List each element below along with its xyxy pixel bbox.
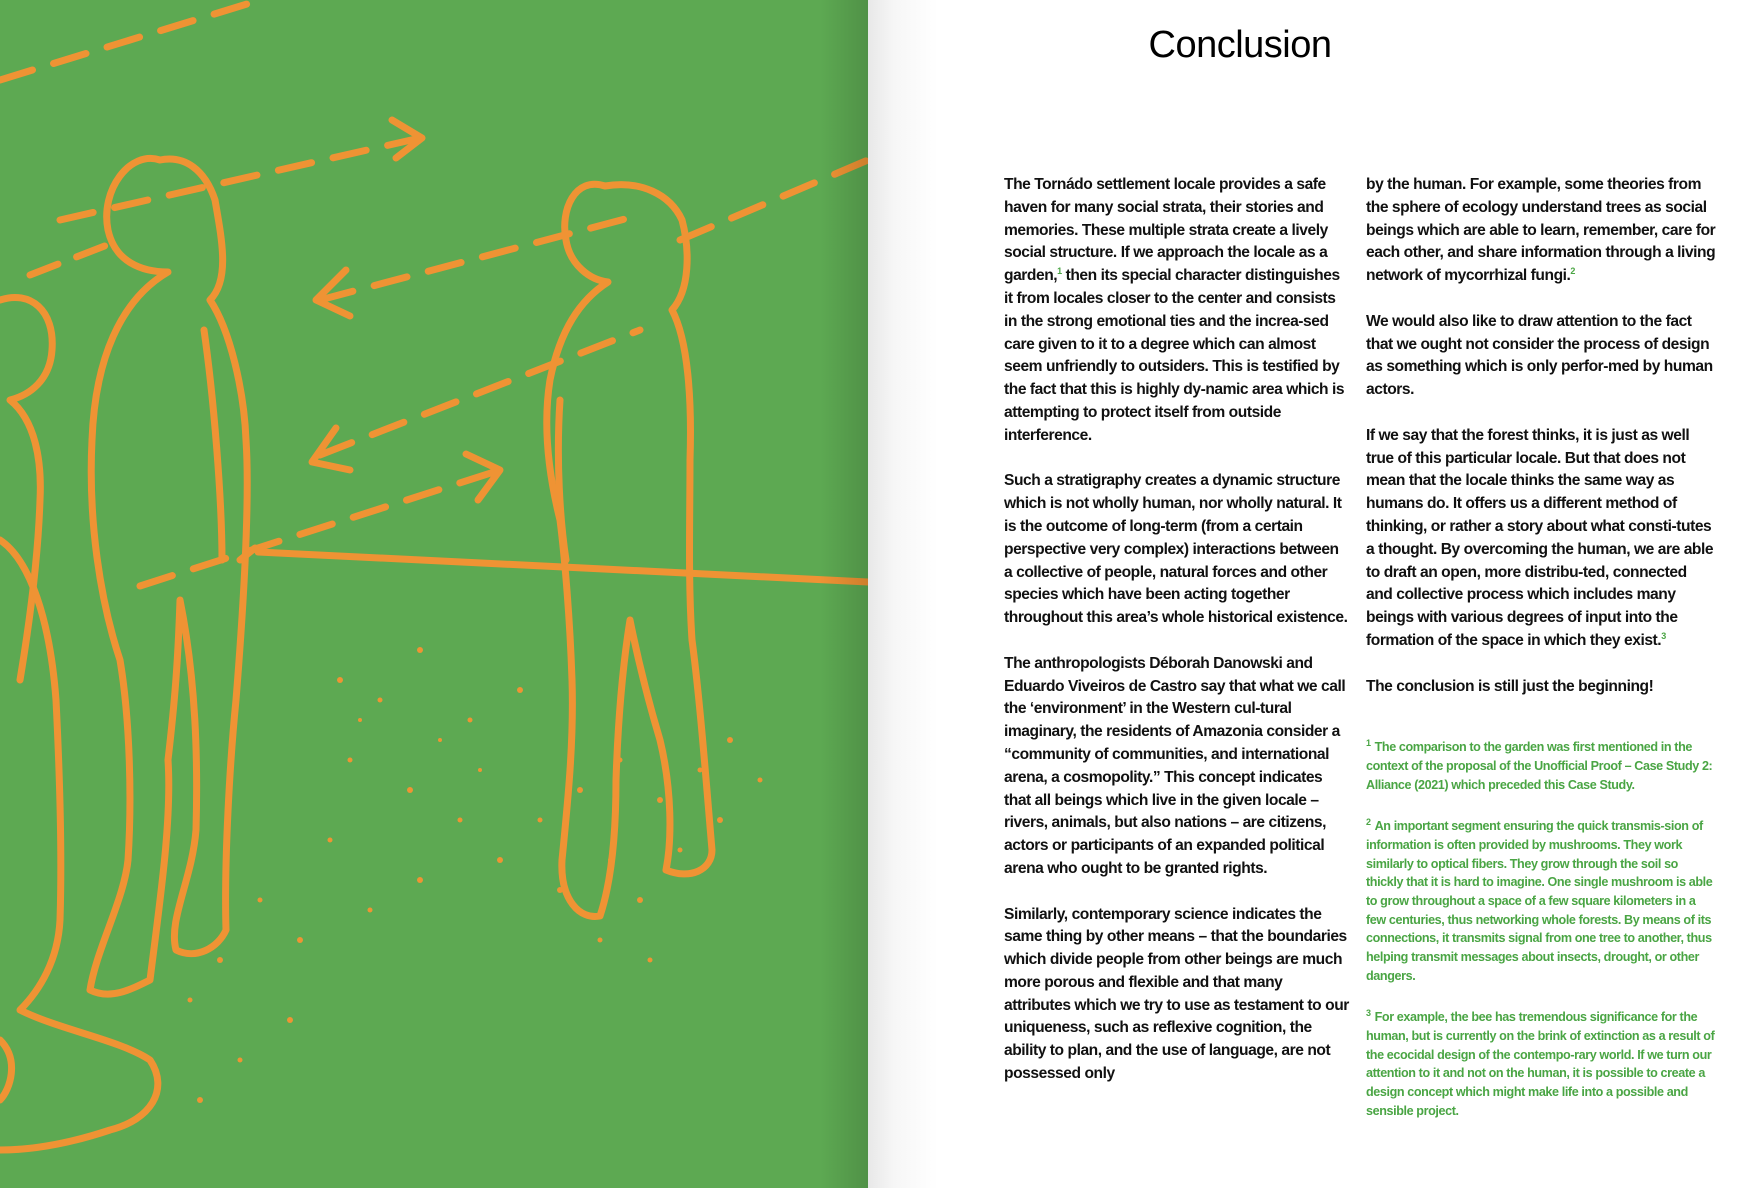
paragraph-text: The Tornádo settlement locale provides a safe haven for many social strata, their stories and memories. These multiple strata create a lively social structure. If we approach the locale as a garden,: [1004, 176, 1328, 285]
illustration-page: [0, 0, 868, 1188]
footnotes: [1366, 738, 1716, 1120]
footnote-number: 1: [1366, 738, 1371, 749]
dashed-arrow: [30, 240, 120, 275]
paragraph: [1366, 425, 1716, 653]
dashed-arrow: [0, 0, 260, 80]
footnote-reference[interactable]: 1: [1057, 266, 1062, 276]
figures-and-arrows-drawing: [0, 0, 868, 1188]
footnote: [1366, 1008, 1716, 1120]
paragraph: [1004, 174, 1349, 448]
paragraph: [1004, 470, 1349, 630]
paragraph: [1004, 653, 1349, 881]
footnote: [1366, 817, 1716, 985]
figure-arm: [204, 330, 222, 560]
column-2-paragraphs: [1366, 174, 1716, 698]
paragraph-text: The conclusion is still just the beginning!: [1366, 677, 1654, 695]
paragraph-text: We would also like to draw attention to the fact that we ought not consider the process of design as something which is only perfor-med by human actors.: [1366, 312, 1713, 399]
paragraph-text: by the human. For example, some theories from the sphere of ecology understand trees as social beings which are able to learn, remember, care for each other, and share information through a living network of mycorrhizal fungi.: [1366, 176, 1716, 285]
text-page: [868, 0, 1739, 1188]
footnote-number: 2: [1366, 817, 1371, 828]
partial-figure: [0, 1040, 12, 1100]
paragraph-text: Such a stratigraphy creates a dynamic structure which is not wholly human, nor wholly natural. It is the outcome of long-term (from a certain perspective very complex) interactions between a collective of people, natural forces and other species which have been acting together throughout this area’s whole historical existence.: [1004, 472, 1348, 627]
partial-figure: [0, 540, 158, 1150]
text-column-left: [1004, 174, 1349, 1109]
footnote-text: An important segment ensuring the quick transmis-sion of information is often provided by mushrooms. They work similarly to optical fibers. They grow through the soil so thickly that it is hard to imagine. One single mushroom is able to grow throughout a space of a few square kilometers in a few centuries, thus networking whole forests. By means of its connections, it transmits signal from one tree to another, thus helping transmit messages about insects, drought, or other dangers.: [1366, 819, 1713, 983]
footnote-reference[interactable]: 3: [1661, 630, 1666, 641]
footnote-text: For example, the bee has tremendous significance for the human, but is currently on the brink of extinction as a result of the ecocidal design of the contempo-rary world. If we turn our attention to it and not on the human, it is possible to create a design concept which might make life into a possible and sensible project.: [1366, 1010, 1715, 1118]
standing-figure: [547, 184, 712, 916]
paragraph: [1004, 904, 1349, 1086]
footnote-reference[interactable]: 2: [1570, 266, 1575, 276]
paragraph-text: The anthropologists Déborah Danowski and Eduardo Viveiros de Castro say that what we call the ‘environment’ in the Western cul-tural imaginary, the residents of Amazonia consider a “community of communities, and international arena, a cosmopolity.” This concept indicates that all beings which live in the given locale – rivers, animals, but also nations – are citizens, actors or participants of an expanded political arena who ought to be granted rights.: [1004, 654, 1346, 877]
dashed-arrow: [320, 330, 640, 455]
paragraph-text: If we say that the forest thinks, it is just as well true of this particular locale. But that does not mean that the locale thinks the same way as humans do. It offers us a different method of thinking, or rather a story about what consti-tutes a thought. By overcoming the human, we are able to draft an open, more distribu-ted, connected and collective process which includes many beings with various degrees of input into the formation of the space in which they exist.: [1366, 426, 1714, 649]
dashed-arrow: [140, 470, 500, 586]
paragraph: [1366, 311, 1716, 402]
paragraph: [1366, 174, 1716, 288]
footnote-number: 3: [1366, 1008, 1371, 1019]
page-title: Conclusion: [1148, 24, 1332, 66]
paragraph: [1366, 676, 1716, 699]
paragraph-text: Similarly, contemporary science indicates the same thing by other means – that the boundaries which divide people from other beings are much more porous and flexible and that many attributes which we try to use as testament to our uniqueness, such as reflexive cognition, the ability to plan, and the use of language, are not possessed only: [1004, 905, 1349, 1083]
figure-arm: [558, 400, 566, 560]
dashed-arrow: [320, 215, 640, 300]
paragraph-text: then its special character distinguishes it from locales closer to the center and consists in the strong emotional ties and the increa-sed care given to it to a degree which can almost seem unfriendly to outsiders. This is testified by the fact that this is highly dy-namic area which is attempting to protect itself from outside interference.: [1004, 267, 1345, 444]
footnote-text: The comparison to the garden was first mentioned in the context of the proposal of the Unofficial Proof – Case Study 2: Alliance (2021) which preceded this Case Study.: [1366, 740, 1713, 792]
text-column-right: [1366, 174, 1716, 1143]
footnote: [1366, 738, 1716, 794]
gutter-shadow: [820, 0, 868, 1188]
